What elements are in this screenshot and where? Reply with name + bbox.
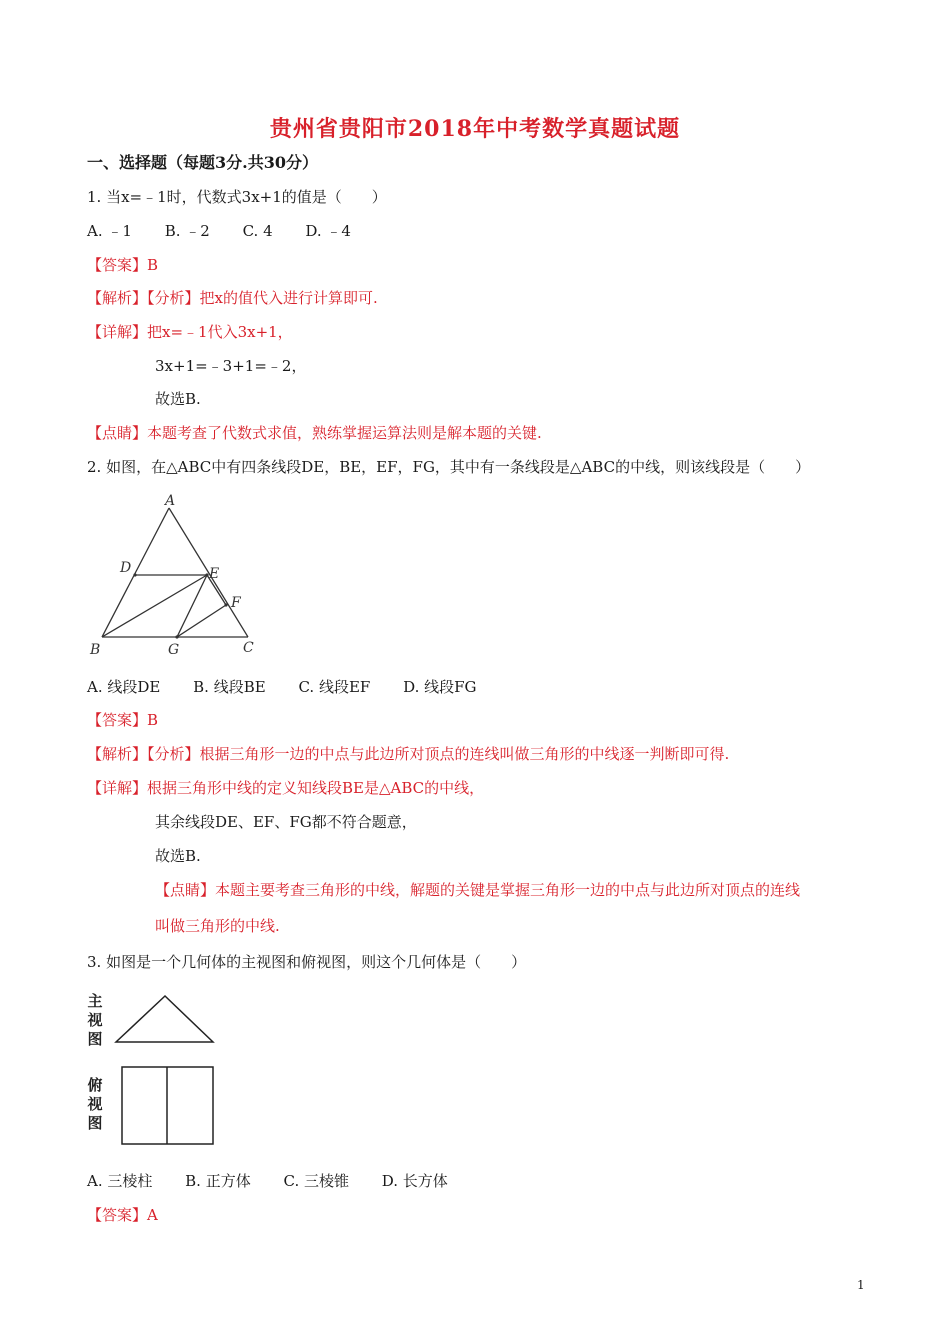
q1-comment: 【点睛】本题考查了代数式求值，熟练掌握运算法则是解本题的关键. xyxy=(87,424,542,442)
q1-options xyxy=(87,221,351,241)
front-view-char-3: 图 xyxy=(87,1030,103,1048)
q3-option-d: D. 长方体 xyxy=(381,1172,448,1190)
point-d xyxy=(133,573,136,576)
q2-option-b: B. 线段BE xyxy=(193,678,266,696)
q1-analysis: 【解析】【分析】把x的值代入进行计算即可. xyxy=(87,289,378,307)
q2-stem: 2. 如图，在△ABC中有四条线段DE，BE，EF，FG，其中有一条线段是△ABC的中线，则该线段是（ ） xyxy=(87,458,811,476)
top-view-char-1: 俯 xyxy=(87,1076,103,1094)
label-d: D xyxy=(120,560,132,576)
top-view-label xyxy=(86,1076,104,1133)
label-c: C xyxy=(243,640,254,656)
q2-comment-2: 叫做三角形的中线. xyxy=(155,917,280,935)
section-heading: 一、选择题（每题3分.共30分） xyxy=(87,153,318,172)
point-g xyxy=(175,635,178,638)
q1-option-d: D. ﹣4 xyxy=(305,222,351,240)
document-title: 贵州省贵阳市2018年中考数学真题试题 xyxy=(269,116,681,142)
q2-comment-1: 【点睛】本题主要考查三角形的中线，解题的关键是掌握三角形一边的中点与此边所对顶点的连线 xyxy=(155,881,801,899)
front-view-char-2: 视 xyxy=(87,1011,103,1029)
q2-detail-1 xyxy=(87,778,484,798)
q2-detail-3: 故选B. xyxy=(155,847,201,865)
label-b: B xyxy=(90,642,101,658)
label-a: A xyxy=(165,493,176,509)
q3-stem: 3. 如图是一个几何体的主视图和俯视图，则这个几何体是（ ） xyxy=(87,953,527,971)
q3-answer: 【答案】A xyxy=(87,1206,158,1224)
top-view-figure xyxy=(118,1064,218,1148)
q3-option-a: A. 三棱柱 xyxy=(87,1172,153,1190)
q1-detail-1-text: 【详解】把x=﹣1代入3x+1， xyxy=(87,323,293,341)
q1-option-a: A. ﹣1 xyxy=(87,222,132,240)
q2-option-d: D. 线段FG xyxy=(403,678,477,696)
q2-detail-1-text: 【详解】根据三角形中线的定义知线段BE是△ABC的中线， xyxy=(87,779,485,797)
q2-option-a: A. 线段DE xyxy=(87,678,161,696)
q3-option-c: C. 三棱锥 xyxy=(283,1172,349,1190)
front-view-char-1: 主 xyxy=(87,992,103,1010)
q1-answer: 【答案】B xyxy=(87,256,159,274)
q3-option-b: B. 正方体 xyxy=(185,1172,251,1190)
q1-detail-2: 3x+1=﹣3+1=﹣2， xyxy=(155,357,307,375)
front-view-label xyxy=(86,992,104,1049)
q2-options xyxy=(87,677,477,697)
q1-detail-1 xyxy=(87,322,293,342)
front-view-triangle xyxy=(116,996,213,1042)
top-view-char-3: 图 xyxy=(87,1114,103,1132)
front-view-figure xyxy=(112,992,220,1048)
triangle-figure xyxy=(80,492,270,664)
page-number: 1 xyxy=(857,1278,865,1292)
point-f xyxy=(224,603,227,606)
q3-options xyxy=(87,1171,448,1191)
q2-detail-2: 其余线段DE、EF、FG都不符合题意， xyxy=(155,813,417,831)
label-e: E xyxy=(209,566,220,582)
q1-stem: 1. 当x=﹣1时，代数式3x+1的值是（ ） xyxy=(87,188,387,206)
q2-analysis: 【解析】【分析】根据三角形一边的中点与此边所对顶点的连线叫做三角形的中线逐一判断即可得. xyxy=(87,745,730,763)
q1-detail-3: 故选B. xyxy=(155,390,201,408)
q1-option-c: C. 4 xyxy=(242,222,273,240)
top-view-char-2: 视 xyxy=(87,1095,103,1113)
q2-option-c: C. 线段EF xyxy=(298,678,371,696)
q1-option-b: B. ﹣2 xyxy=(164,222,210,240)
label-f: F xyxy=(231,595,241,611)
label-g: G xyxy=(168,642,180,658)
q2-answer: 【答案】B xyxy=(87,711,159,729)
